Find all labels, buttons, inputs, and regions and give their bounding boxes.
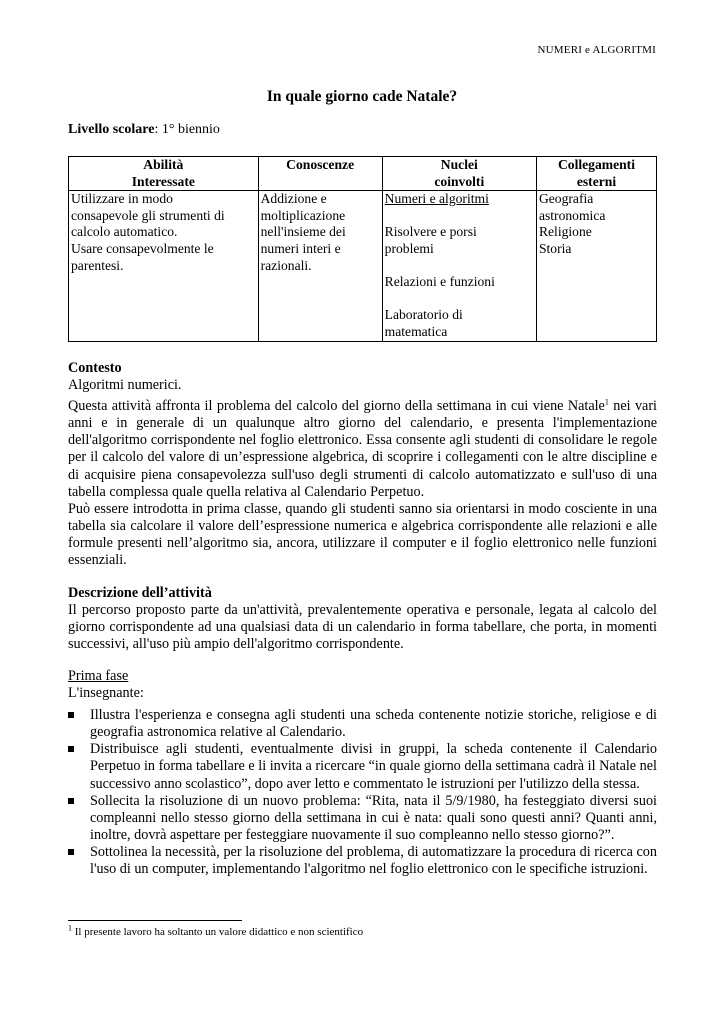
list-item: Distribuisce agli studenti, eventualmente divisi in gruppi, la scheda contenente il Calendario Perpetuo in forma tabellare e li invita a ricercare “in quale giorno della settimana cadrà il Natale nel successivo anno scolastico”, dopo aver letto e commentato le istruzioni per l'utilizzo della stessa. <box>68 741 657 792</box>
prima-fase-heading: Prima fase <box>68 668 129 684</box>
cell-conoscenze: Addizione e moltiplicazione nell'insieme dei numeri interi e razionali. <box>258 191 382 341</box>
school-level-value: : 1° biennio <box>154 122 220 137</box>
descrizione-heading: Descrizione dell’attività <box>68 585 212 601</box>
prima-fase-intro: L'insegnante: <box>68 685 144 702</box>
running-header: NUMERI e ALGORITMI <box>537 44 656 56</box>
cell-collegamenti: Geografia astronomica Religione Storia <box>536 191 656 341</box>
list-item: Illustra l'esperienza e consegna agli studenti una scheda contenente notizie storiche, religiose e di geografia astronomica relative al Calendario. <box>68 707 657 741</box>
school-level <box>68 122 220 138</box>
contesto-paragraph-2: Può essere introdotta in prima classe, quando gli studenti sanno sia orientarsi in modo cosciente in una tabella sia calcolare il valore dell’espressione numerica e algebrica corrispondente alle relazioni e alle formule presenti nell’algoritmo sia, ancora, utilizzare il computer e il foglio elettronico nelle funzioni essenziali. <box>68 500 657 569</box>
section-descrizione <box>68 585 657 653</box>
list-item: Sottolinea la necessità, per la risoluzione del problema, di automatizzare la procedura di ricerca con l'uso di un computer, implementando l'algoritmo nel foglio elettronico con le specifiche istruzioni. <box>68 844 657 878</box>
cell-abilita: Utilizzare in modo consapevole gli strumenti di calcolo automatico. Usare consapevolmente le parentesi. <box>69 191 259 341</box>
footnote <box>68 923 364 938</box>
square-bullet-icon <box>68 712 74 718</box>
school-level-label: Livello scolare <box>68 122 155 137</box>
header-nuclei: Nuclei coinvolti <box>382 157 536 191</box>
square-bullet-icon <box>68 798 74 804</box>
contesto-heading: Contesto <box>68 360 122 376</box>
footnote-text: Il presente lavoro ha soltanto un valore didattico e non scientifico <box>72 926 364 938</box>
header-abilita: Abilità Interessate <box>69 157 259 191</box>
square-bullet-icon <box>68 849 74 855</box>
curriculum-table <box>68 156 657 342</box>
contesto-paragraph-1: Questa attività affronta il problema del calcolo del giorno della settimana in cui viene Natale$^1$ nei vari anni e in generale di un qualunque altro giorno del calendario, e presenta l'implementazione dell'algoritmo corrispondente nel foglio elettronico. Essa consente agli studenti di consolidare le regole per il calcolo del valore di un’espressione algebrica, di scoprire i collegamenti con le altre discipline e di acquisire piena consapevolezza sull'uso degli strumenti di calcolo automatizzato e sull'uso di una tabella complessa quale quella relativa al Calendario Perpetuo. <box>68 397 657 500</box>
footnote-divider <box>68 920 242 921</box>
cell-nuclei: Numeri e algoritmi Risolvere e porsi problemi Relazioni e funzioni Laboratorio di matematica <box>382 191 536 341</box>
footnote-ref: 1 <box>604 397 609 407</box>
square-bullet-icon <box>68 746 74 752</box>
descrizione-paragraph: Il percorso proposto parte da un'attività, prevalentemente operativa e personale, legata al calcolo del giorno corrispondente ad una qualsiasi data di un calendario in forma tabellare, che porta, in momenti successivi, all'uso più ampio dell'algoritmo corrispondente. <box>68 602 657 653</box>
page-title: In quale giorno cade Natale? <box>266 88 458 105</box>
nucleo-numeri-algoritmi: Numeri e algoritmi <box>384 191 489 207</box>
list-item: Sollecita la risoluzione di un nuovo problema: “Rita, nata il 5/9/1980, ha festeggiato diversi suoi compleanni nello stesso giorno della settimana in cui è nata: quali sono questi anni? Quanti anni, inoltre, dovrà aspettare per festeggiare nuovamente il suo compleanno nello stesso giorno?”. <box>68 793 657 844</box>
header-collegamenti: Collegamenti esterni <box>536 157 656 191</box>
header-conoscenze: Conoscenze <box>258 157 382 191</box>
section-prima-fase <box>68 668 657 878</box>
footnote-number: 1 <box>68 923 72 933</box>
contesto-subtitle: Algoritmi numerici. <box>68 377 182 394</box>
table-row <box>69 191 657 341</box>
table-header-row <box>69 157 657 191</box>
section-contesto <box>68 360 657 569</box>
prima-fase-list <box>68 707 657 878</box>
